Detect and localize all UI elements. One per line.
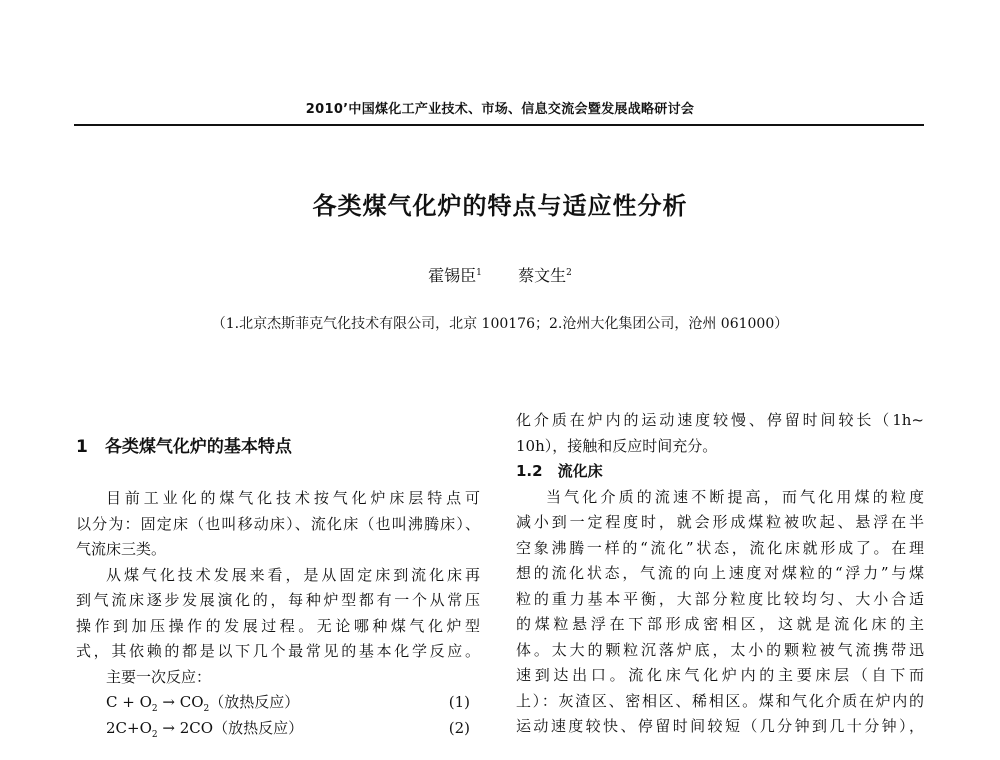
paragraph-line: 操作到加压操作的发展过程。无论哪种煤气化炉型 — [76, 616, 480, 635]
section-heading: 1 各类煤气化炉的基本特点 — [76, 437, 292, 457]
equation-line — [76, 716, 480, 742]
equation-number: (1) — [448, 693, 470, 711]
paragraph-line: 体。太大的颗粒沉落炉底，太小的颗粒被气流携带迅 — [516, 640, 924, 659]
paragraph-line: 以分为：固定床（也叫移动床）、流化床（也叫沸腾床）、 — [76, 514, 480, 533]
equation: $C + O_2 \to CO_2$（放热反应） — [106, 693, 300, 714]
subsection-heading: 1.2 流化床 — [516, 462, 603, 480]
paragraph-line: 气流床三类。 — [76, 540, 167, 558]
paragraph-line: 运动速度较快、停留时间较短（几分钟到几十分钟）， — [516, 717, 924, 735]
equation-line — [76, 690, 480, 716]
paragraph-line: 空象沸腾一样的“流化”状态，流化床就形成了。在理 — [516, 538, 924, 557]
left-column — [76, 430, 480, 741]
equation: $2C+O_2 \to 2CO$（放热反应） — [106, 718, 304, 740]
author-affiliation-marker: 2 — [566, 268, 572, 278]
paragraph-line: 当气化介质的流速不断提高，而气化用煤的粒度 — [546, 487, 924, 506]
author-list — [0, 263, 1000, 286]
paper-title: 各类煤气化炉的特点与适应性分析 — [312, 192, 688, 220]
paragraph-line: 粒的重力基本平衡，大部分粒度比较均匀、大小合适 — [516, 589, 924, 608]
paragraph-line: 到气流床逐步发展演化的，每种炉型都有一个从常压 — [76, 591, 480, 609]
paragraph-line: 10h），接触和反应时间充分。 — [516, 436, 718, 455]
right-column — [516, 408, 924, 740]
paragraph-line: 化介质在炉内的运动速度较慢、停留时间较长（1h~ — [516, 411, 924, 429]
running-header: 2010’中国煤化工产业技术、市场、信息交流会暨发展战略研讨会 — [305, 102, 695, 117]
paragraph-line: 式，其依赖的都是以下几个最常见的基本化学反应。 — [76, 642, 480, 660]
paragraph-line: 主要一次反应： — [106, 667, 212, 686]
paragraph-line: 的煤粒悬浮在下部形成密相区，这就是流化床的主 — [516, 615, 924, 633]
paragraph-line: 速到达出口。流化床气化炉内的主要床层（自下而 — [516, 666, 924, 684]
author-name: 蔡文生 — [518, 266, 567, 285]
paragraph-line: 目前工业化的煤气化技术按气化炉床层特点可 — [106, 489, 480, 507]
paragraph-line: 从煤气化技术发展来看，是从固定床到流化床再 — [106, 565, 480, 584]
paragraph-line: 想的流化状态，气流的向上速度对煤粒的“浮力”与煤 — [516, 564, 924, 582]
author-name: 霍锡臣 — [428, 266, 477, 285]
affiliation: （1.北京杰斯菲克气化技术有限公司，北京 100176；2.沧州大化集团公司，沧州 061000） — [211, 316, 789, 332]
author-affiliation-marker: 1 — [476, 268, 482, 278]
paragraph-line: 上）：灰渣区、密相区、稀相区。煤和气化介质在炉内的 — [516, 691, 924, 710]
paragraph-line: 减小到一定程度时，就会形成煤粒被吹起、悬浮在半 — [516, 513, 924, 531]
header-rule — [74, 124, 924, 126]
equation-number: (2) — [448, 718, 470, 737]
